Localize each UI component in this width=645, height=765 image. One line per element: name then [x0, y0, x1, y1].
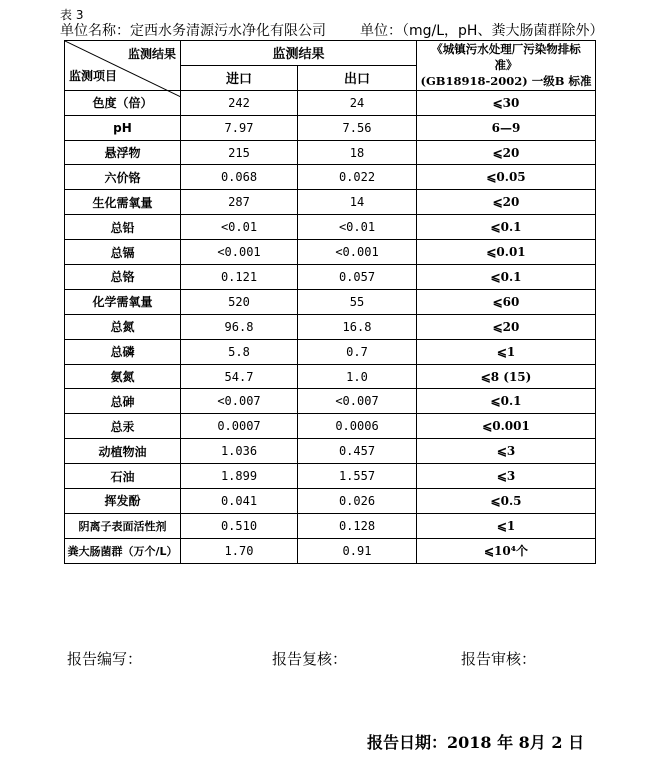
row-outlet: 0.128	[298, 513, 417, 538]
row-item: 化学需氧量	[65, 289, 181, 314]
table-row	[65, 364, 596, 389]
row-outlet: 18	[298, 140, 417, 165]
row-inlet: 520	[181, 289, 298, 314]
standard-header-line3: (GB18918-2002) 一级B 标准	[420, 74, 592, 89]
row-outlet: 0.7	[298, 339, 417, 364]
row-item: 总铅	[65, 215, 181, 240]
diag-header-top: 监测结果	[127, 47, 176, 61]
table-row	[65, 439, 596, 464]
table-row	[65, 489, 596, 514]
row-standard: ⩽20	[417, 314, 596, 339]
row-inlet: <0.007	[181, 389, 298, 414]
row-outlet: 1.557	[298, 464, 417, 489]
row-standard: ⩽0.01	[417, 240, 596, 265]
writer-signature: 报告编写：	[67, 650, 143, 668]
row-item: 六价铬	[65, 165, 181, 190]
row-standard: ⩽0.1	[417, 389, 596, 414]
row-item: 总铬	[65, 265, 181, 290]
row-inlet: 287	[181, 190, 298, 215]
row-outlet: 0.0006	[298, 414, 417, 439]
auditor-signature: 报告审核：	[461, 650, 537, 668]
row-item: 总磷	[65, 339, 181, 364]
row-inlet: <0.001	[181, 240, 298, 265]
row-item: 阴离子表面活性剂	[65, 513, 181, 538]
table-row	[65, 513, 596, 538]
row-outlet: 0.026	[298, 489, 417, 514]
row-standard: ⩽60	[417, 289, 596, 314]
row-outlet: 16.8	[298, 314, 417, 339]
table-row	[65, 115, 596, 140]
row-inlet: 96.8	[181, 314, 298, 339]
row-standard: ⩽8 (15)	[417, 364, 596, 389]
unit-line	[60, 20, 604, 40]
table-row	[65, 339, 596, 364]
row-inlet: 1.899	[181, 464, 298, 489]
standard-header-line1: 《城镇污水处理厂污染物排标	[431, 42, 581, 57]
row-outlet: 24	[298, 90, 417, 115]
row-item: 总汞	[65, 414, 181, 439]
row-item: 总镉	[65, 240, 181, 265]
row-outlet: 55	[298, 289, 417, 314]
row-inlet: 0.068	[181, 165, 298, 190]
row-outlet: <0.001	[298, 240, 417, 265]
row-item: 动植物油	[65, 439, 181, 464]
row-inlet: <0.01	[181, 215, 298, 240]
table-row	[65, 414, 596, 439]
row-outlet: 1.0	[298, 364, 417, 389]
table-row	[65, 190, 596, 215]
row-item: 挥发酚	[65, 489, 181, 514]
row-inlet: 0.0007	[181, 414, 298, 439]
row-item: 氨氮	[65, 364, 181, 389]
row-standard: ⩽20	[417, 190, 596, 215]
row-inlet: 1.036	[181, 439, 298, 464]
row-standard: ⩽0.001	[417, 414, 596, 439]
row-inlet: 0.510	[181, 513, 298, 538]
row-outlet: 0.022	[298, 165, 417, 190]
row-standard: ⩽0.1	[417, 265, 596, 290]
row-outlet: 0.457	[298, 439, 417, 464]
row-outlet: 0.91	[298, 538, 417, 563]
row-inlet: 0.041	[181, 489, 298, 514]
table-row	[65, 314, 596, 339]
row-outlet: 7.56	[298, 115, 417, 140]
row-outlet: <0.01	[298, 215, 417, 240]
row-item: 悬浮物	[65, 140, 181, 165]
table-number: 表 3	[60, 8, 84, 22]
row-item: 石油	[65, 464, 181, 489]
row-inlet: 215	[181, 140, 298, 165]
row-item: 生化需氧量	[65, 190, 181, 215]
row-standard: ⩽1	[417, 513, 596, 538]
row-item: pH	[65, 115, 181, 140]
row-inlet: 54.7	[181, 364, 298, 389]
row-item: 总砷	[65, 389, 181, 414]
row-item: 粪大肠菌群（万个/L）	[65, 538, 181, 563]
unit-measure: 单位：（mg/L，pH、粪大肠菌群除外）	[360, 23, 604, 39]
row-inlet: 7.97	[181, 115, 298, 140]
table-row	[65, 389, 596, 414]
row-outlet: 14	[298, 190, 417, 215]
standard-header	[417, 41, 596, 91]
row-item: 色度（倍）	[65, 90, 181, 115]
row-standard: ⩽1	[417, 339, 596, 364]
inlet-header: 进口	[181, 65, 298, 90]
table-row	[65, 464, 596, 489]
row-standard: ⩽20	[417, 140, 596, 165]
row-inlet: 1.70	[181, 538, 298, 563]
unit-name: 单位名称：定西水务清源污水净化有限公司	[60, 23, 326, 39]
monitoring-table	[64, 40, 596, 564]
table-row	[65, 538, 596, 563]
diag-header-bottom: 监测项目	[69, 68, 118, 83]
table-row	[65, 240, 596, 265]
row-inlet: 5.8	[181, 339, 298, 364]
report-date: 报告日期：2018 年 8月 2 日	[367, 733, 585, 752]
table-row	[65, 265, 596, 290]
table-row	[65, 165, 596, 190]
table-row	[65, 215, 596, 240]
row-standard: ⩽0.05	[417, 165, 596, 190]
table-row	[65, 140, 596, 165]
row-standard: ⩽10⁴个	[417, 538, 596, 563]
row-standard: ⩽0.5	[417, 489, 596, 514]
row-standard: ⩽0.1	[417, 215, 596, 240]
row-standard: 6—9	[417, 115, 596, 140]
diagonal-header-cell	[65, 41, 181, 91]
row-standard: ⩽3	[417, 439, 596, 464]
standard-header-line2: 准》	[494, 58, 518, 73]
row-standard: ⩽30	[417, 90, 596, 115]
reviewer-signature: 报告复核：	[272, 650, 348, 668]
results-header: 监测结果	[181, 41, 417, 66]
row-outlet: 0.057	[298, 265, 417, 290]
outlet-header: 出口	[298, 65, 417, 90]
row-outlet: <0.007	[298, 389, 417, 414]
row-inlet: 242	[181, 90, 298, 115]
table-row	[65, 289, 596, 314]
row-item: 总氮	[65, 314, 181, 339]
row-inlet: 0.121	[181, 265, 298, 290]
row-standard: ⩽3	[417, 464, 596, 489]
